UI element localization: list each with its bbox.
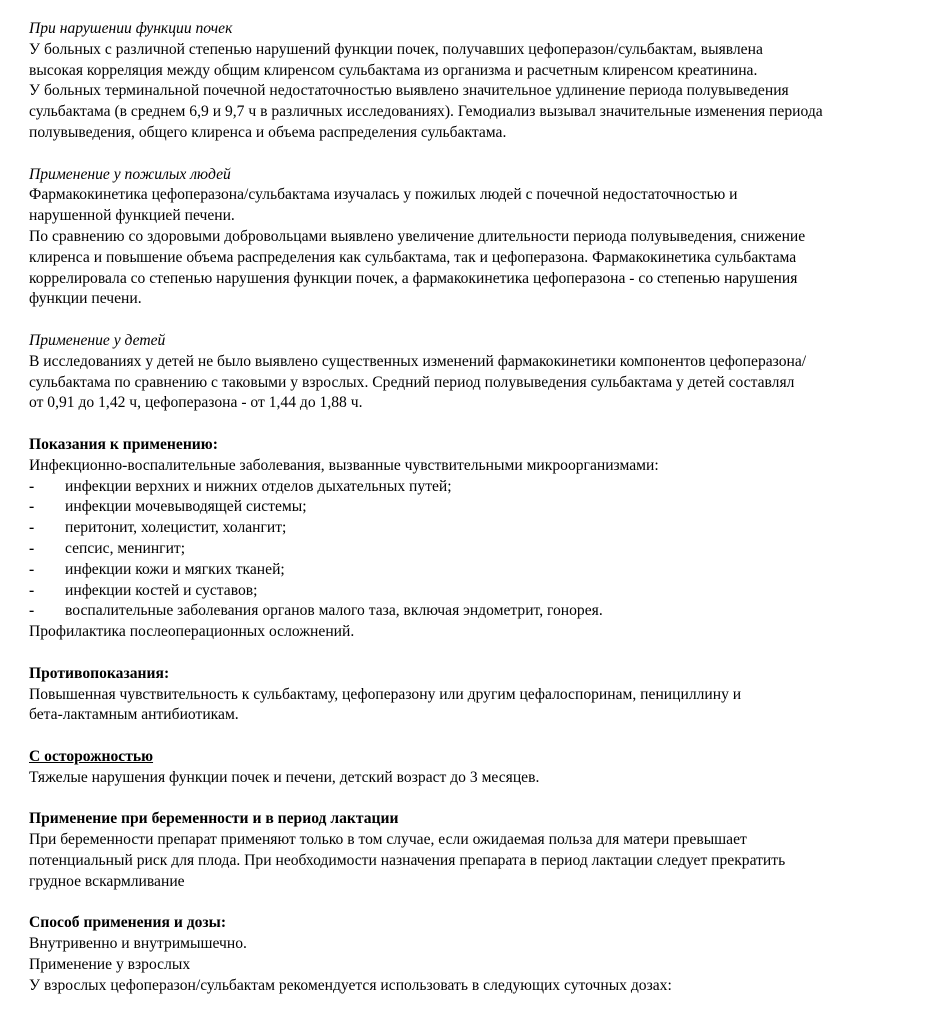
paragraph-line: сульбактама по сравнению с таковыми у взрослых. Средний период полувыведения сульбактама у детей составлял bbox=[29, 373, 795, 391]
list-dash: - bbox=[29, 498, 35, 516]
list-dash: - bbox=[29, 602, 35, 620]
paragraph-line: Фармакокинетика цефоперазона/сульбактама изучалась у пожилых людей с почечной недостаточностью и bbox=[29, 186, 738, 204]
section-contraindications bbox=[29, 664, 919, 726]
section-heading-pregnancy: Применение при беременности и в период лактации bbox=[29, 810, 399, 828]
paragraph-line: функции печени. bbox=[29, 290, 142, 308]
list-item bbox=[29, 560, 919, 581]
list-item bbox=[29, 539, 919, 560]
paragraph-line: коррелировала со степенью нарушения функции почек, а фармакокинетика цефоперазона - со степенью нарушения bbox=[29, 269, 798, 287]
paragraph-line: нарушенной функцией печени. bbox=[29, 207, 235, 225]
paragraph-line: Внутривенно и внутримышечно. bbox=[29, 935, 247, 953]
paragraph-line: При беременности препарат применяют только в том случае, если ожидаемая польза для матери превышает bbox=[29, 831, 747, 849]
spacer bbox=[29, 892, 919, 913]
paragraph-line: сульбактама (в среднем 6,9 и 9,7 ч в различных исследованиях). Гемодиализ вызывал значительные изменения периода bbox=[29, 103, 823, 121]
list-item-text: инфекции костей и суставов; bbox=[65, 581, 258, 599]
indications-outro: Профилактика послеоперационных осложнений. bbox=[29, 623, 355, 641]
section-heading-renal: При нарушении функции почек bbox=[29, 20, 233, 37]
paragraph-line: потенциальный риск для плода. При необходимости назначения препарата в период лактации следует прекратить bbox=[29, 851, 786, 869]
list-item bbox=[29, 518, 919, 539]
section-heading-dosage: Способ применения и дозы: bbox=[29, 914, 227, 932]
list-item bbox=[29, 601, 919, 622]
section-heading-children: Применение у детей bbox=[29, 331, 166, 349]
list-dash: - bbox=[29, 581, 35, 599]
list-dash: - bbox=[29, 560, 35, 578]
section-renal bbox=[29, 19, 919, 144]
section-caution bbox=[29, 747, 919, 789]
paragraph-line: У взрослых цефоперазон/сульбактам рекомендуется использовать в следующих суточных дозах: bbox=[29, 976, 672, 994]
paragraph-line: По сравнению со здоровыми добровольцами выявлено увеличение длительности периода полувыведения, снижение bbox=[29, 227, 806, 245]
paragraph-line: полувыведения, общего клиренса и объема распределения сульбактама. bbox=[29, 123, 507, 141]
section-elderly bbox=[29, 165, 919, 311]
list-dash: - bbox=[29, 477, 35, 495]
list-item bbox=[29, 497, 919, 518]
section-dosage bbox=[29, 913, 919, 996]
list-dash: - bbox=[29, 519, 35, 537]
paragraph-line: Применение у взрослых bbox=[29, 955, 191, 973]
section-heading-caution: С осторожностью bbox=[29, 747, 154, 765]
spacer bbox=[29, 788, 919, 809]
list-item-text: инфекции мочевыводящей системы; bbox=[65, 498, 307, 516]
document-page bbox=[29, 19, 919, 996]
paragraph-line: В исследованиях у детей не было выявлено существенных изменений фармакокинетики компонентов цефоперазона/ bbox=[29, 352, 807, 370]
list-item-text: воспалительные заболевания органов малого таза, включая эндометрит, гонорея. bbox=[65, 602, 603, 620]
paragraph-line: У больных терминальной почечной недостаточностью выявлено значительное удлинение периода полувыведения bbox=[29, 82, 789, 100]
list-item bbox=[29, 581, 919, 602]
paragraph-line: грудное вскармливание bbox=[29, 872, 185, 890]
list-item-text: перитонит, холецистит, холангит; bbox=[65, 519, 287, 537]
paragraph-line: от 0,91 до 1,42 ч, цефоперазона - от 1,44 до 1,88 ч. bbox=[29, 394, 363, 412]
paragraph-line: клиренса и повышение объема распределения как сульбактама, так и цефоперазона. Фармакокинетика сульбактама bbox=[29, 248, 797, 266]
paragraph-line: бета-лактамным антибиотикам. bbox=[29, 706, 239, 724]
list-item-text: инфекции верхних и нижних отделов дыхательных путей; bbox=[65, 477, 452, 495]
list-item-text: сепсис, менингит; bbox=[65, 539, 186, 557]
section-children bbox=[29, 331, 919, 414]
section-heading-contraindications: Противопоказания: bbox=[29, 664, 170, 682]
paragraph-line: Повышенная чувствительность к сульбактаму, цефоперазону или другим цефалоспоринам, пенициллину и bbox=[29, 685, 742, 703]
spacer bbox=[29, 643, 919, 664]
section-heading-elderly: Применение у пожилых людей bbox=[29, 165, 231, 183]
indications-intro: Инфекционно-воспалительные заболевания, вызванные чувствительными микроорганизмами: bbox=[29, 456, 659, 474]
paragraph-line: высокая корреляция между общим клиренсом сульбактама из организма и расчетным клиренсом креатинина. bbox=[29, 61, 758, 79]
spacer bbox=[29, 414, 919, 435]
spacer bbox=[29, 726, 919, 747]
spacer bbox=[29, 310, 919, 331]
section-pregnancy bbox=[29, 809, 919, 892]
list-item-text: инфекции кожи и мягких тканей; bbox=[65, 560, 285, 578]
list-item bbox=[29, 477, 919, 498]
list-dash: - bbox=[29, 539, 35, 557]
paragraph-line: Тяжелые нарушения функции почек и печени, детский возраст до 3 месяцев. bbox=[29, 768, 540, 786]
section-heading-indications: Показания к применению: bbox=[29, 435, 218, 453]
paragraph-line: У больных с различной степенью нарушений функции почек, получавших цефоперазон/сульбактам, выявлена bbox=[29, 40, 763, 58]
spacer bbox=[29, 144, 919, 165]
section-indications bbox=[29, 435, 919, 643]
